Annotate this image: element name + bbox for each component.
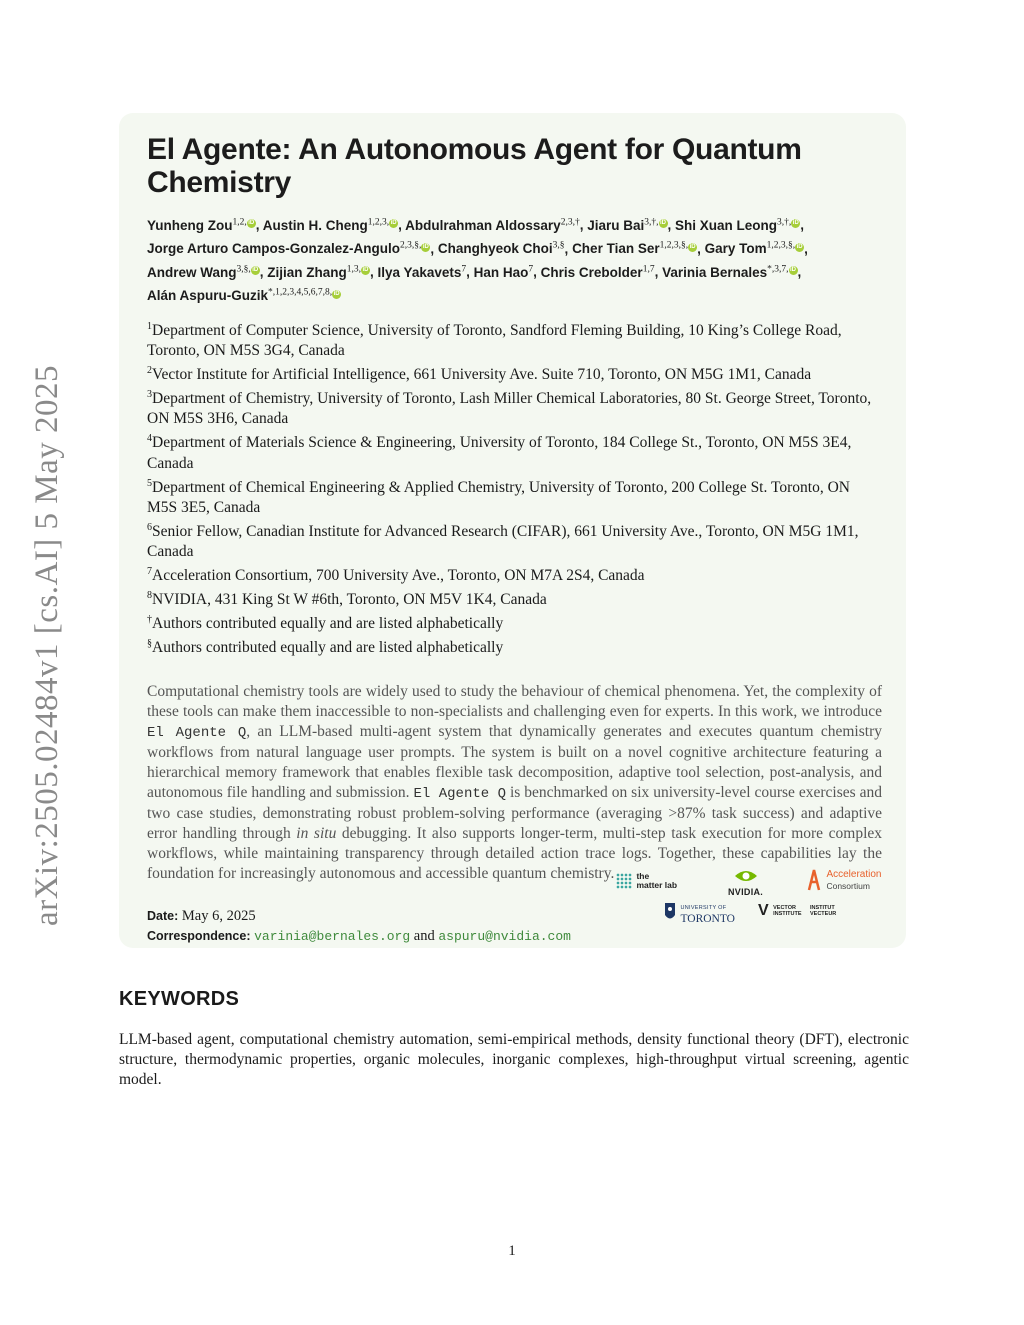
page-number: 1 (508, 1243, 516, 1259)
system-name: El Agente Q (147, 724, 247, 741)
author-name (438, 241, 565, 256)
author-affiliation-marks: 1,3, (346, 264, 362, 274)
author-name-text: Abdulrahman Aldossary (405, 217, 561, 233)
author-name-text: Shi Xuan Leong (675, 217, 778, 233)
affiliation-item (147, 610, 882, 634)
affiliation-item (147, 586, 882, 610)
author-name (541, 265, 655, 280)
author-name (263, 218, 398, 233)
author-name (147, 288, 341, 303)
author-list: Yunheng Zou$^{1,2,}$ iD , Austin H. Cheng$^{1,2,3,}$ iD , Abdulrahman Aldossary$^{2,3,\dagger}$, Jiaru Bai$^{3,\dagger,}$ iD , Shi Xuan Leong$^{3,\dagger,}$ iD , Jorge Arturo Campos-Gonzalez-Angulo$^{2,3,\S,}$ iD , Changhyeok Choi$^{3,\S}$, Cher Tian Ser$^{1,2,3,\S,}$ iD , Gary Tom$^{1,2,3,\S,}$ iD , Andrew Wang$^{3,\S,}$ iD , Zijian Zhang$^{1,3,}$ iD , Ilya Yakavets$^7$, Han Hao$^7$, Chris Crebolder$^{1,7}$, Varinia Bernales$^{*,3,7,}$ iD , Alán Aspuru-Guzik$^{*,1,2,3,4,5,6,7,8,}$ iD (147, 217, 808, 303)
affiliation-text: Department of Computer Science, University of Toronto, Sandford Fleming Building, 10 King’s College Road, Toronto, ON M5S 3G4, Canada (147, 322, 842, 360)
dots-icon (616, 873, 632, 889)
author-name-text: Gary Tom (704, 241, 767, 256)
author-affiliation-marks: 3,†, (777, 217, 792, 227)
affiliation-mark: 7 (147, 565, 152, 577)
author-affiliation-marks: 2,3,† (560, 217, 580, 227)
affiliation-text: NVIDIA, 431 King St W #6th, Toronto, ON M5V 1K4, Canada (152, 591, 547, 609)
affiliation-item (147, 385, 882, 429)
acceleration-consortium-logo: Acceleration Consortium (806, 868, 881, 892)
author-name-text: Austin H. Cheng (262, 217, 368, 233)
author-name (147, 218, 256, 233)
affiliation-mark: 8 (147, 590, 152, 602)
nvidia-logo: NVIDIA. (728, 868, 763, 897)
affiliation-text: Senior Fellow, Canadian Institute for Advanced Research (CIFAR), 661 University Ave., Toronto, ON M5G 1M1, Canada (147, 522, 859, 560)
author-name (267, 265, 370, 280)
affiliation-mark: † (147, 614, 152, 626)
author-name (405, 218, 580, 233)
keywords-text: LLM-based agent, computational chemistry automation, semi-empirical methods, density functional theory (DFT), electronic structure, thermodynamic properties, organic molecules, inorganic complexes, high-throughput virtual screening, agentic model. (119, 1031, 909, 1088)
author-name (147, 265, 260, 280)
author-name-text: Han Hao (473, 264, 529, 280)
affiliation-item (147, 518, 882, 562)
orcid-icon[interactable]: iD (796, 243, 803, 250)
email-link-aspuru[interactable]: aspuru@nvidia.com (438, 928, 571, 944)
author-affiliation-marks: 3,§ (552, 240, 565, 251)
affiliation-item (147, 317, 882, 361)
system-name: El Agente Q (413, 785, 507, 802)
affiliation-item (147, 361, 882, 385)
author-name-text: Cher Tian Ser (572, 241, 660, 256)
institution-logos (616, 868, 886, 928)
abstract: Computational chemistry tools are widely used to study the behaviour of chemical phenomena. Yet, the complexity of these tools can make them inaccessible to non-specialists and challenging even for experts. In this work, we introduce El Agente Q, an LLM-based multi-agent system that dynamically generates and executes quantum chemistry workflows from natural language user prompts. The system is built on a novel cognitive architecture featuring a hierarchical memory framework that enables flexible task decomposition, adaptive tool selection, post-analysis, and autonomous file handling and submission. El Agente Q is benchmarked on six university-level course exercises and two case studies, demonstrating robust problem-solving performance (averaging >87% task success) and adaptive error handling through in situ debugging. It also supports longer-term, multi-step task execution for more complex workflows, while maintaining transparency through detailed action trace logs. Together, these capabilities lay the foundation for increasingly autonomous and accessible quantum chemistry. (147, 682, 883, 882)
orcid-icon[interactable]: iD (422, 243, 429, 250)
affiliation-text: Department of Chemistry, University of Toronto, Lash Miller Chemical Laboratories, 80 St. George Street, Toronto, ON M5S 3H6, Canada (147, 390, 872, 428)
affiliation-text: Authors contributed equally and are listed alphabetically (152, 615, 504, 633)
author-name (662, 265, 797, 280)
email-link-bernales[interactable]: varinia@bernales.org (254, 928, 411, 944)
author-name-text: Changhyeok Choi (437, 241, 553, 256)
author-affiliation-marks: 1,7 (642, 264, 655, 274)
affiliation-text: Acceleration Consortium, 700 University Ave., Toronto, ON M7A 2S4, Canada (152, 567, 645, 585)
date-line: Date: May 6, 2025 (147, 907, 256, 924)
affiliation-mark: 6 (147, 521, 152, 533)
author-affiliation-marks: 2,3,§, (400, 240, 422, 251)
orcid-icon[interactable]: iD (248, 220, 255, 226)
author-affiliation-marks: 7 (461, 264, 467, 274)
affiliation-text: Department of Materials Science & Engineering, University of Toronto, 184 College St., Toronto, ON M5S 3E4, Canada (147, 434, 852, 472)
orcid-icon[interactable]: iD (792, 220, 799, 226)
author-affiliation-marks: 1,2, (232, 217, 247, 227)
arxiv-stamp: arXiv:2505.02484v1 [cs.AI] 5 May 2025 (29, 364, 66, 926)
author-affiliation-marks: 7 (528, 264, 534, 274)
affiliation-mark: 2 (147, 365, 152, 377)
author-affiliation-marks: 1,2,3,§, (659, 240, 689, 251)
author-name-text: Jiaru Bai (587, 217, 645, 233)
affiliation-item (147, 562, 882, 586)
orcid-icon[interactable]: iD (362, 267, 369, 273)
affiliation-text: Vector Institute for Artificial Intelligence, 661 University Ave. Suite 710, Toronto, ON M5G 1M1, Canada (152, 366, 812, 384)
nvidia-eye-icon (733, 868, 759, 884)
author-affiliation-marks: 1,2,3,§, (766, 240, 796, 251)
author-name-text: Jorge Arturo Campos-Gonzalez-Angulo (147, 241, 401, 256)
university-of-toronto-logo: UNIVERSITY OF TORONTO (664, 900, 735, 924)
orcid-icon[interactable]: iD (790, 267, 797, 273)
matter-lab-logo: the matter lab (616, 872, 677, 890)
orcid-icon[interactable]: iD (333, 290, 340, 297)
affiliation-item (147, 474, 882, 518)
title-card (119, 113, 906, 948)
author-name-text: Chris Crebolder (540, 264, 643, 280)
author-name-text: Varinia Bernales (662, 264, 768, 280)
affiliation-mark: 1 (147, 321, 152, 332)
affiliation-text: Department of Chemical Engineering & Applied Chemistry, University of Toronto, 200 College St. Toronto, ON M5S 3E5, Canada (147, 478, 850, 516)
author-name-text: Zijian Zhang (267, 264, 347, 280)
author-name-text: Yunheng Zou (147, 217, 233, 233)
orcid-icon[interactable]: iD (689, 243, 696, 250)
author-name (572, 241, 697, 256)
affiliation-mark: 4 (147, 433, 152, 445)
author-name (474, 265, 534, 280)
orcid-icon[interactable]: iD (660, 220, 666, 226)
affiliation-mark: 3 (147, 389, 152, 401)
paper-title: El Agente: An Autonomous Agent for Quantum Chemistry (147, 133, 802, 199)
author-name (705, 241, 805, 256)
author-name-text: Ilya Yakavets (377, 264, 462, 280)
acceleration-mark-icon (806, 868, 822, 892)
affiliation-mark: § (147, 638, 152, 650)
affiliation-item (147, 429, 882, 473)
affiliation-mark: 5 (147, 477, 152, 489)
author-name-text: Alán Aspuru-Guzik (147, 288, 269, 303)
author-affiliation-marks: *,3,7, (767, 264, 789, 274)
author-name (587, 218, 667, 233)
author-name (378, 265, 467, 280)
keywords-heading: KEYWORDS (119, 988, 240, 1010)
orcid-icon[interactable]: iD (390, 220, 397, 226)
affiliation-text: Authors contributed equally and are listed alphabetically (152, 639, 504, 657)
vector-institute-logo: V VECTOR INSTITUTE INSTITUT VECTEUR (758, 902, 837, 919)
affiliation-item (147, 634, 882, 658)
affiliation-list (147, 317, 882, 659)
vector-mark-icon: V (758, 902, 769, 919)
author-name (675, 218, 800, 233)
author-name-text: Andrew Wang (147, 264, 237, 280)
author-affiliation-marks: 3,§, (236, 264, 251, 274)
author-affiliation-marks: *,1,2,3,4,5,6,7,8, (268, 287, 333, 298)
author-affiliation-marks: 3,†, (644, 217, 659, 227)
author-affiliation-marks: 1,2,3, (367, 217, 390, 227)
author-name (147, 241, 430, 256)
correspondence-line: Correspondence: varinia@bernales.org and aspuru@nvidia.com (147, 927, 571, 944)
uoft-crest-icon (664, 901, 676, 923)
orcid-icon[interactable]: iD (252, 267, 259, 273)
